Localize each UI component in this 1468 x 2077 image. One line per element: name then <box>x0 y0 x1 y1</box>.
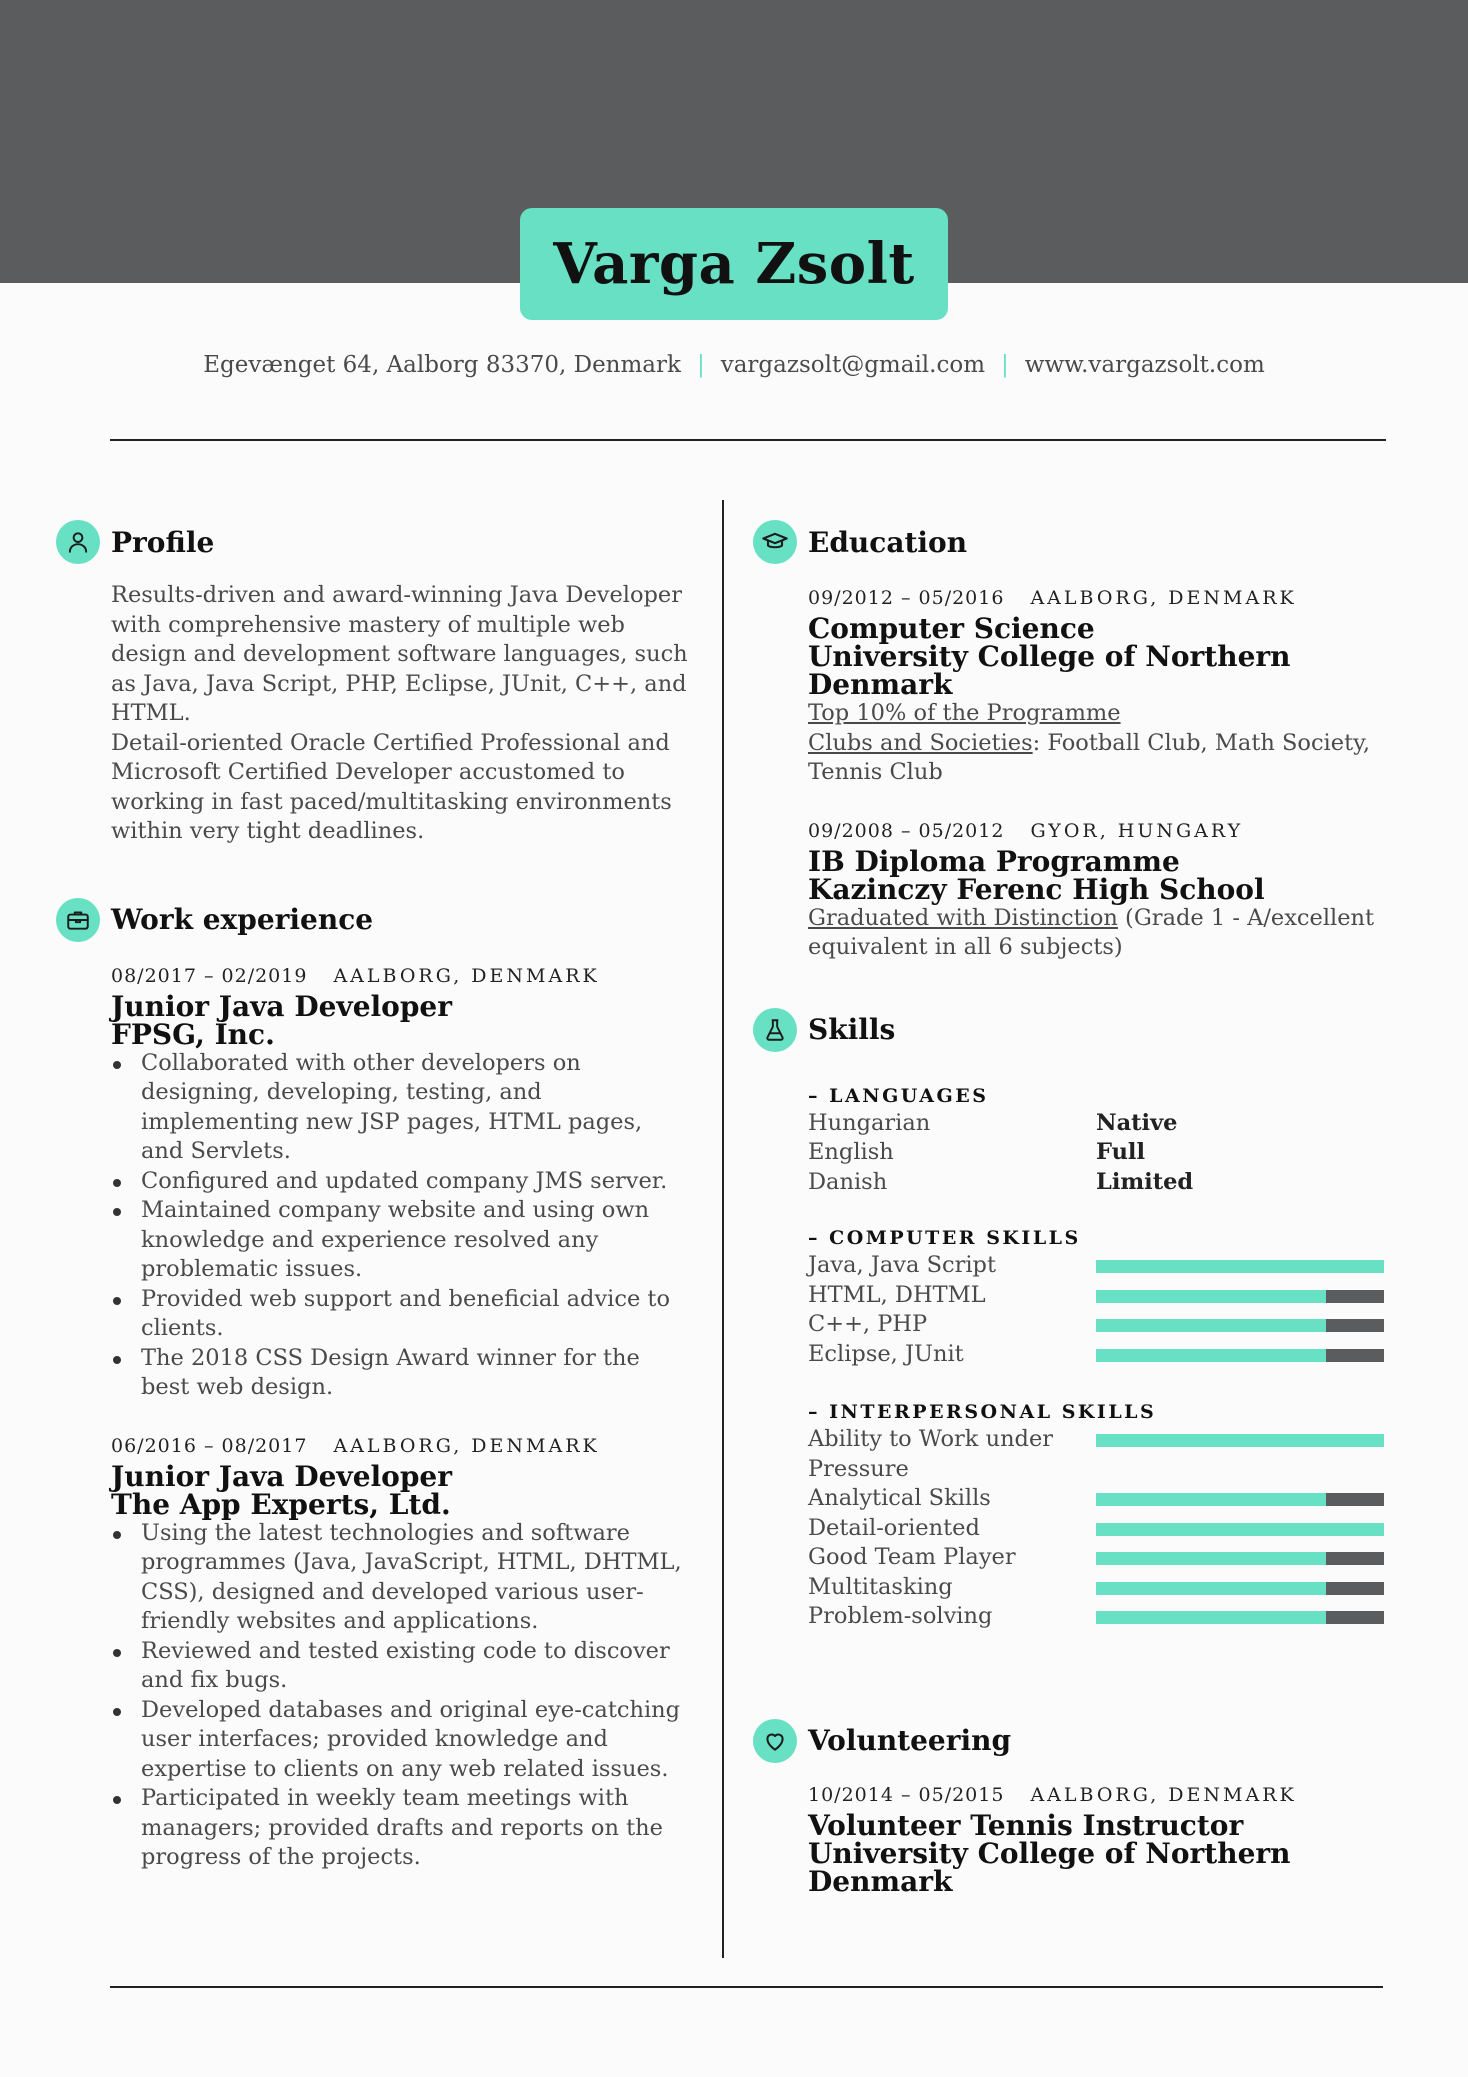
skill-level-fill <box>1096 1493 1326 1506</box>
vol-dates: 10/2014 – 05/2015 <box>808 1783 1005 1806</box>
skill-name: C++, PHP <box>808 1311 928 1337</box>
skill-name: Problem-solving <box>808 1603 993 1629</box>
skill-name: Ability to Work under Pressure <box>808 1426 1054 1482</box>
skill-level-fill <box>1096 1290 1326 1303</box>
volunteering-entry <box>808 1782 1408 1896</box>
profile-heading <box>111 519 691 565</box>
contact-line <box>0 352 1468 378</box>
skill-row <box>808 1484 1408 1514</box>
skill-row <box>808 1340 1408 1370</box>
job-dates: 06/2016 – 08/2017 <box>111 1434 308 1457</box>
job-bullet: Provided web support and beneficial advice to clients. <box>111 1285 691 1344</box>
graduation-cap-icon <box>753 520 797 564</box>
job-company: The App Experts, Ltd. <box>111 1487 451 1521</box>
right-column <box>808 519 1408 1896</box>
skill-level-bar <box>1096 1523 1384 1536</box>
edu-school: Kazinczy Ferenc High School <box>808 872 1265 906</box>
name-plate <box>520 208 948 320</box>
skill-row <box>808 1425 1408 1484</box>
skill-name: Detail-oriented <box>808 1514 980 1541</box>
skill-level-fill <box>1096 1552 1326 1565</box>
skill-level-fill <box>1096 1582 1326 1595</box>
job-bullets <box>111 1519 691 1873</box>
skill-name: Good Team Player <box>808 1544 1016 1570</box>
job-role: Junior Java Developer <box>111 989 452 1023</box>
flask-icon <box>753 1008 797 1052</box>
job-location: AALBORG, DENMARK <box>333 1434 600 1457</box>
language-name: Hungarian <box>808 1109 931 1136</box>
language-name: Danish <box>808 1168 888 1195</box>
education-heading <box>808 519 1408 565</box>
language-row <box>808 1168 1408 1198</box>
job-location: AALBORG, DENMARK <box>333 964 600 987</box>
skill-name: Java, Java Script <box>808 1252 996 1278</box>
language-name: English <box>808 1139 894 1165</box>
edu-school: University College of Northern Denmark <box>808 640 1291 701</box>
vol-role: Volunteer Tennis Instructor <box>808 1808 1244 1842</box>
language-row <box>808 1138 1408 1168</box>
skill-level-bar <box>1096 1582 1384 1595</box>
skill-row <box>808 1281 1408 1311</box>
job-bullet: Using the latest technologies and software programmes (Java, JavaScript, HTML, DHTML, CSS), designed and developed various user-friendly websites and applications. <box>111 1519 691 1637</box>
edu-location: GYOR, HUNGARY <box>1030 819 1244 842</box>
job-bullet: Collaborated with other developers on designing, developing, testing, and implementing new JSP pages, HTML pages, and Servlets. <box>111 1049 691 1167</box>
language-level: Limited <box>1096 1168 1194 1195</box>
education-entry <box>808 585 1408 788</box>
vol-org: University College of Northern Denmark <box>808 1836 1291 1898</box>
vol-meta <box>808 1782 1408 1808</box>
language-row <box>808 1109 1408 1139</box>
skill-level-fill <box>1096 1349 1326 1362</box>
computer-skills-heading: – COMPUTER SKILLS <box>808 1227 1081 1249</box>
skill-name: Analytical Skills <box>808 1485 991 1511</box>
skill-level-bar <box>1096 1319 1384 1332</box>
briefcase-icon <box>56 898 100 942</box>
edu-clubs-list: : Football Club, Math Society, Tennis Club <box>808 729 1370 785</box>
top-divider <box>110 439 1386 441</box>
left-column <box>111 519 691 1873</box>
skill-level-bar <box>1096 1290 1384 1303</box>
job-role: Junior Java Developer <box>111 1459 452 1493</box>
skill-name: Eclipse, JUnit <box>808 1340 964 1367</box>
computer-skills-list <box>808 1251 1408 1369</box>
education-title: Education <box>808 525 968 559</box>
job-entry <box>111 963 691 1403</box>
skills-title: Skills <box>808 1013 896 1046</box>
skill-row <box>808 1573 1408 1603</box>
work-title: Work experience <box>111 903 374 936</box>
profile-title: Profile <box>111 525 215 559</box>
job-bullet: Reviewed and tested existing code to discover and fix bugs. <box>111 1637 691 1696</box>
job-bullet: The 2018 CSS Design Award winner for the best web design. <box>111 1344 691 1403</box>
language-level: Native <box>1096 1109 1178 1136</box>
languages-heading: – LANGUAGES <box>808 1084 989 1107</box>
edu-degree: IB Diploma Programme <box>808 844 1180 878</box>
language-level: Full <box>1096 1139 1146 1165</box>
skill-level-bar <box>1096 1552 1384 1565</box>
education-entry <box>808 818 1408 963</box>
edu-dates: 09/2008 – 05/2012 <box>808 819 1005 842</box>
address: Egevænget 64, Aalborg 83370, Denmark <box>203 352 681 378</box>
skill-level-fill <box>1096 1260 1384 1273</box>
job-dates: 08/2017 – 02/2019 <box>111 964 308 987</box>
skill-name: HTML, DHTML <box>808 1281 986 1308</box>
contact-separator: | <box>1001 352 1009 378</box>
profile-summary: Results-driven and award-winning Java Developer with comprehensive mastery of multiple web design and development software languages, such as Java, Java Script, PHP, Eclipse, JUnit, C++, and HTML. <box>111 582 688 726</box>
job-bullets <box>111 1049 691 1403</box>
email-link[interactable]: vargazsolt@gmail.com <box>720 352 986 378</box>
bottom-divider <box>110 1986 1383 1988</box>
skill-level-bar <box>1096 1349 1384 1362</box>
website-link[interactable]: www.vargazsolt.com <box>1024 352 1265 378</box>
job-bullet: Developed databases and original eye-catching user interfaces; provided knowledge and expertise to clients on any web related issues. <box>111 1696 691 1785</box>
skill-row <box>808 1543 1408 1573</box>
job-meta <box>111 1433 691 1459</box>
edu-dates: 09/2012 – 05/2016 <box>808 587 1005 609</box>
interpersonal-skills-heading: – INTERPERSONAL SKILLS <box>808 1401 1157 1423</box>
skill-level-bar <box>1096 1260 1384 1273</box>
edu-location: AALBORG, DENMARK <box>1030 587 1297 609</box>
skill-level-fill <box>1096 1319 1326 1332</box>
skill-row <box>808 1602 1408 1632</box>
profile-summary-2: Detail-oriented Oracle Certified Professional and Microsoft Certified Developer accustomed to working in fast paced/multitasking environments within very tight deadlines. <box>111 729 672 844</box>
edu-degree: Computer Science <box>808 612 1095 645</box>
job-meta <box>111 963 691 989</box>
edu-honor: Top 10% of the Programme <box>808 700 1121 726</box>
volunteering-title: Volunteering <box>808 1724 1012 1757</box>
skills-heading <box>808 1007 1408 1053</box>
edu-meta <box>808 585 1408 611</box>
edu-honor: Graduated with Distinction <box>808 904 1118 931</box>
job-bullet: Configured and updated company JMS server. <box>111 1167 691 1197</box>
edu-meta <box>808 818 1408 844</box>
skill-level-fill <box>1096 1523 1384 1536</box>
candidate-name: Varga Zsolt <box>553 231 915 297</box>
job-bullet: Participated in weekly team meetings with managers; provided drafts and reports on the progress of the projects. <box>111 1784 691 1873</box>
job-company: FPSG, Inc. <box>111 1017 275 1051</box>
skill-level-bar <box>1096 1611 1384 1624</box>
column-divider <box>722 500 724 1958</box>
contact-separator: | <box>696 352 705 378</box>
edu-honor-detail: (Grade 1 - A/excellent equivalent in all 6 subjects) <box>808 904 1375 960</box>
job-bullet: Maintained company website and using own knowledge and experience resolved any problematic issues. <box>111 1196 691 1285</box>
vol-location: AALBORG, DENMARK <box>1030 1783 1297 1806</box>
work-heading <box>111 897 691 943</box>
skill-level-bar <box>1096 1493 1384 1506</box>
person-icon <box>56 520 100 564</box>
skill-row <box>808 1251 1408 1281</box>
volunteering-heading <box>808 1718 1408 1764</box>
skill-row <box>808 1310 1408 1340</box>
skill-row <box>808 1514 1408 1544</box>
skill-level-bar <box>1096 1434 1384 1447</box>
heart-icon <box>753 1719 797 1763</box>
interpersonal-skills-list <box>808 1425 1408 1632</box>
skill-name: Multitasking <box>808 1573 953 1600</box>
skill-level-fill <box>1096 1611 1326 1624</box>
edu-clubs-label: Clubs and Societies <box>808 729 1033 756</box>
job-entry <box>111 1433 691 1873</box>
skill-level-fill <box>1096 1434 1384 1447</box>
